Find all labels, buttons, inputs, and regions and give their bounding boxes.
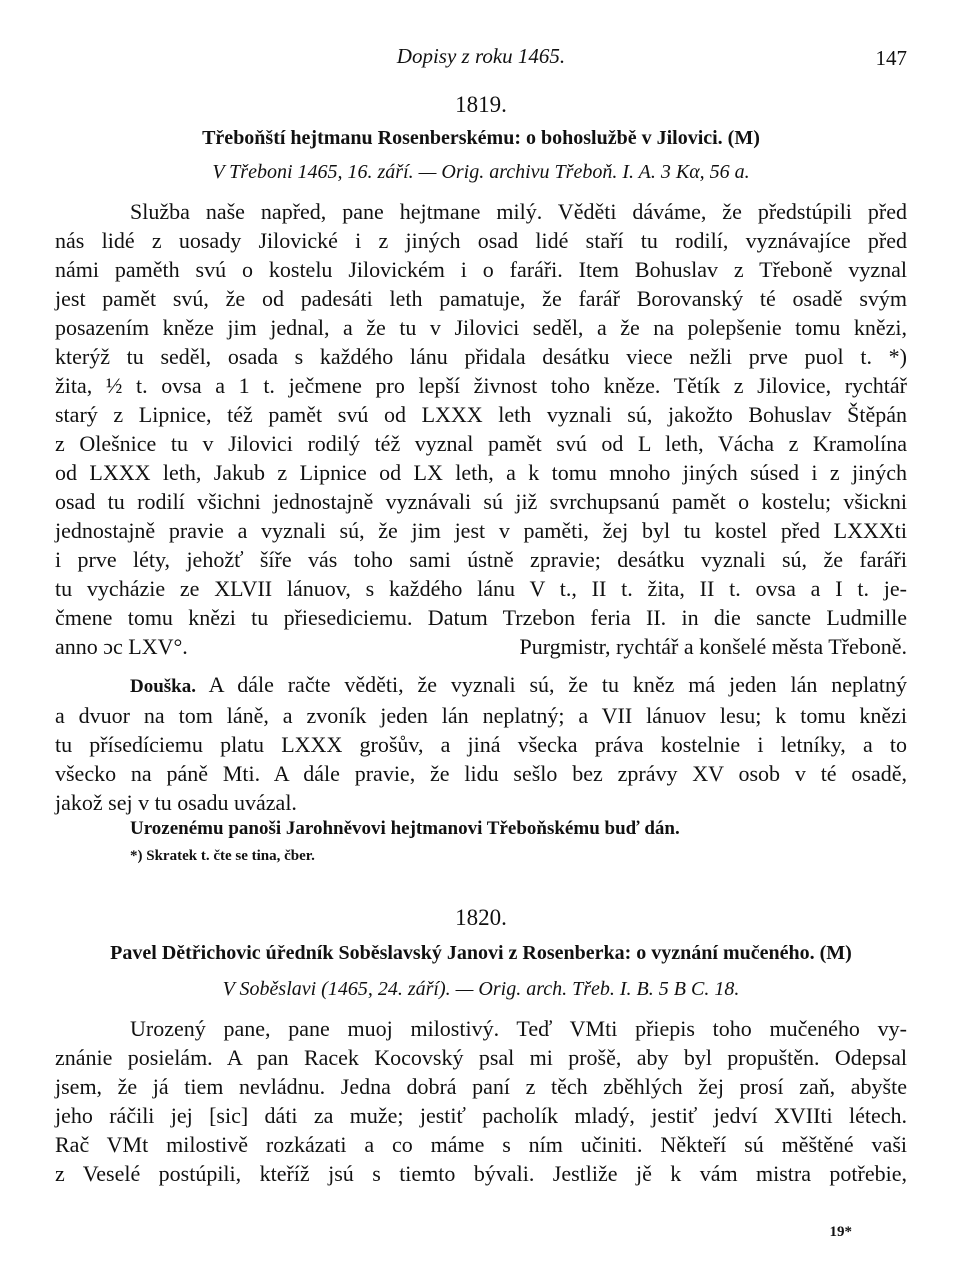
doc-number: 1820. [455,905,507,930]
body-line: jsem, že já tiem nevládnu. Jedna dobrá paní z těch zběhlých žej prosí zaň, abyšte [55,1074,907,1099]
body-line: Urozený pane, pane muoj milostivý. Teď VMti přiepis toho mučeného vy- [130,1016,907,1041]
douska-section [55,670,907,817]
footnote-wrap [55,848,907,865]
douska-line: tu přísedíciemu platu LXXX grošův, a jiná všecka práva kostelnie i letníky, a to [55,732,907,757]
doc-1820-source-wrap [55,978,907,1001]
doc-source: V Soběslavi (1465, 24. září). — Orig. arch. Třeb. I. B. 5 B C. 18. [222,978,740,1000]
body-line: jednostajně pravie a vyznali sú, že jim jest v paměti, žej byl tu kostel před LXXXti [55,518,907,543]
page [55,0,907,1280]
doc-1819-title-wrap [55,127,907,150]
doc-1820-title-wrap [55,942,907,965]
body-line: osad tu rodilí všichni jednostajně vyznávali sú již svrchupsanú pamět o kostelu; všickni [55,489,907,514]
doc-title: Třeboňští hejtmanu Rosenberskému: o bohoslužbě v Jilovici. (M) [202,127,760,149]
body-line: námi paměth svú o kostelu Jilovickém i o faráři. Item Bohuslav z Třeboně vyznal [55,257,907,282]
running-title: Dopisy z roku 1465. [396,44,566,68]
body-line: tu vycházie ze XLVII lánuov, s každého lánu V t., II t. žita, II t. ovsa a I t. je- [55,576,907,601]
body-line: posazením kněze jim jednal, a že tu v Jilovici seděl, a že na polepšenie tomu knězi, [55,315,907,340]
body-line: Rač VMt milostivě rozkázati a co máme s ním učiniti. Někteří sú měštěné vaši [55,1132,907,1157]
doc-title: Pavel Dětřichovic úředník Soběslavský Janovi z Rosenberka: o vyznání mučeného. (M) [110,942,852,964]
body-line: jeho ráčili jej [sic] dáti za muže; jestiť pacholík mladý, jestiť jedví XVIIti létech. [55,1103,907,1128]
body-line: čmene tomu knězi tu přiesediciemu. Datum Trzebon feria II. in die sancte Ludmille [55,605,907,630]
doc-1819-body [55,197,907,661]
douska-line: všecko na páně Mti. A dále pravie, že lidu sešlo bez zprávy XV osob v té osadě, [55,761,907,786]
body-line: znánie posielám. A pan Racek Kocovský psal mi prošě, aby byl propuštěn. Odepsal [55,1045,907,1070]
page-header [55,44,907,74]
closing-signatories: Purgmistr, rychtář a konšelé města Třeboně. [519,634,907,659]
closing-line [55,632,907,661]
signature-mark: 19* [829,1224,852,1240]
body-line: od LXXX leth, Jakub z Lipnice od LX leth, a k tomu mnoho jiných súsed i z jiných [55,460,907,485]
body-line: jest pamět svú, že od padesáti leth pamatuje, že farář Borovanský té osadě svým [55,286,907,311]
body-line: z Veselé postúpili, kteříž jsú s tiemto bývali. Jestliže jě k vám mistra potřebie, [55,1161,907,1186]
body-line: žita, ½ t. ovsa a 1 t. ječmene pro lepší živnost toho kněze. Tětík z Jilovice, rychtář [55,373,907,398]
doc-1820-body [55,1014,907,1188]
douska-line: jakož sej v tu osadu uvázal. [55,790,297,815]
letter-address: Urozenému panoši Jarohněvovi hejtmanovi Třeboňskému buď dán. [130,818,680,839]
body-line: kterýž tu seděl, osada s každého lánu přidala desátku viece nežli prve puol t. *) [55,344,907,369]
body-line: Služba naše napřed, pane hejtmane milý. Věděti dáváme, že předstúpili před [130,199,907,224]
doc-number: 1819. [455,92,507,117]
body-line: starý z Lipnice, též pamět svú od LXXX leth vyznali sú, jakožto Bohuslav Štěpán [55,402,907,427]
douska-line: a dvuor na tom láně, a zvoník jeden lán neplatný; a VII lánuov lesu; k tomu knězi [55,703,907,728]
page-number: 147 [875,46,907,70]
address-wrap [55,818,907,840]
closing-date: anno ɔc LXV°. [55,634,188,659]
doc-1819-heading [55,92,907,118]
body-line: z Olešnice tu v Jilovici rodilý též vyznal pamět svú od L leth, Vácha z Kramolína [55,431,907,456]
doc-1820-heading [55,905,907,931]
doc-source: V Třeboni 1465, 16. září. — Orig. archivu Třeboň. I. A. 3 Kα, 56 a. [212,161,750,183]
footnote: *) Skratek t. čte se tina, čber. [130,848,315,864]
doc-1819-source-wrap [55,161,907,184]
body-line: i prve léty, jehožť šíře vás toho sami ústně zpravie; desátku vyznali sú, že faráři [55,547,907,572]
douska-line: Douška. A dále račte věděti, že vyznali sú, že tu kněz má jeden lán neplatný [130,672,907,697]
douska-label: Douška. [130,676,196,697]
body-line: nás lidé z uosady Jilovické i z jiných osad lidé staří tu rodilí, vyznávajíce před [55,228,907,253]
